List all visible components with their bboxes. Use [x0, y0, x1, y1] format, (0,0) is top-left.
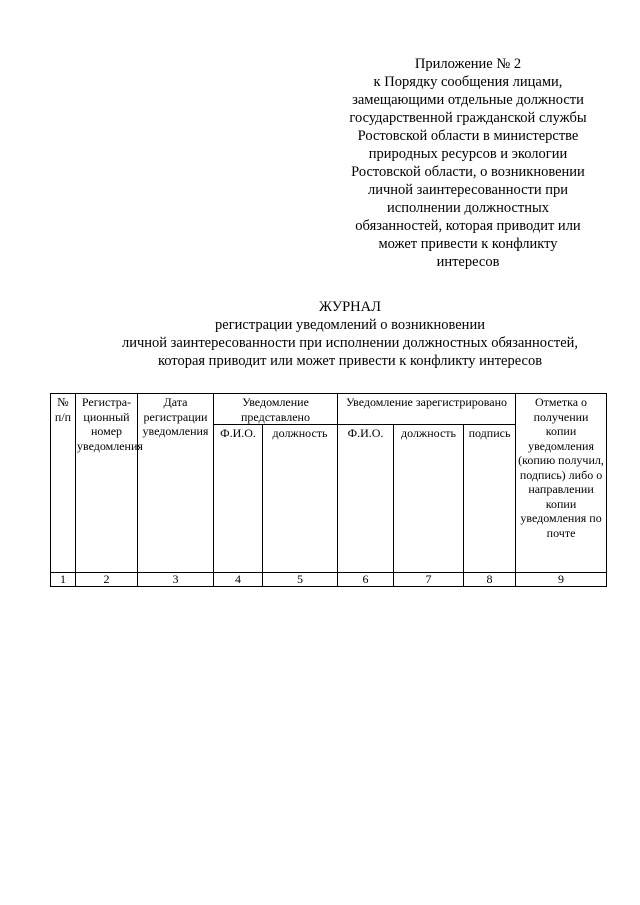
column-number-cell: 8	[464, 573, 516, 587]
column-number-cell: 3	[138, 573, 214, 587]
sub-signature-registered: подпись	[464, 425, 516, 573]
sub-fio-registered: Ф.И.О.	[338, 425, 394, 573]
column-number-cell: 2	[76, 573, 138, 587]
sub-fio-submitted: Ф.И.О.	[214, 425, 263, 573]
column-number-cell: 5	[263, 573, 338, 587]
group-registered-header: Уведомление зарегистрировано	[338, 394, 516, 425]
appendix-line: обязанностей, которая приводит или	[355, 218, 581, 234]
table-header-row-1	[51, 394, 607, 425]
table-number-row	[51, 573, 607, 587]
appendix-line: исполнении должностных	[387, 200, 549, 216]
column-number-cell: 9	[516, 573, 607, 587]
column-number-cell: 7	[394, 573, 464, 587]
sub-position-submitted: должность	[263, 425, 338, 573]
appendix-line: природных ресурсов и экологии	[368, 146, 568, 162]
journal-title: ЖУРНАЛ	[319, 299, 381, 315]
journal-subtitle-line: регистрации уведомлений о возникновении	[215, 317, 485, 333]
appendix-line: интересов	[436, 254, 500, 270]
appendix-line: Ростовской области, о возникновении	[351, 164, 585, 180]
column-number-cell: 1	[51, 573, 76, 587]
column-number-cell: 6	[338, 573, 394, 587]
col-reg-number-header: Регистра-ционный номер уведомления	[76, 394, 138, 573]
appendix-line: Ростовской области в министерстве	[357, 128, 579, 144]
journal-subtitle-line: которая приводит или может привести к конфликту интересов	[157, 353, 543, 369]
appendix-header	[318, 55, 618, 271]
journal-subtitle-line: личной заинтересованности при исполнении должностных обязанностей,	[121, 335, 579, 351]
column-number-cell: 4	[214, 573, 263, 587]
appendix-line: замещающими отдельные должности	[352, 92, 584, 108]
appendix-line: личной заинтересованности при	[367, 182, 569, 198]
journal-table	[50, 393, 607, 587]
appendix-line: может привести к конфликту	[378, 236, 558, 252]
col-reg-date-header: Дата регистрации уведомления	[138, 394, 214, 573]
appendix-line: Приложение № 2	[414, 56, 522, 72]
journal-title-block	[40, 298, 640, 370]
appendix-line: государственной гражданской службы	[349, 110, 587, 126]
sub-position-registered: должность	[394, 425, 464, 573]
appendix-line: к Порядку сообщения лицами,	[373, 74, 563, 90]
group-submitted-header: Уведомление представлено	[214, 394, 338, 425]
col-no-header: № п/п	[51, 394, 76, 573]
col-receipt-mark-header: Отметка о получении копии уведомления (копию получил, подпись) либо о направлении копии уведомления по почте	[516, 394, 607, 573]
